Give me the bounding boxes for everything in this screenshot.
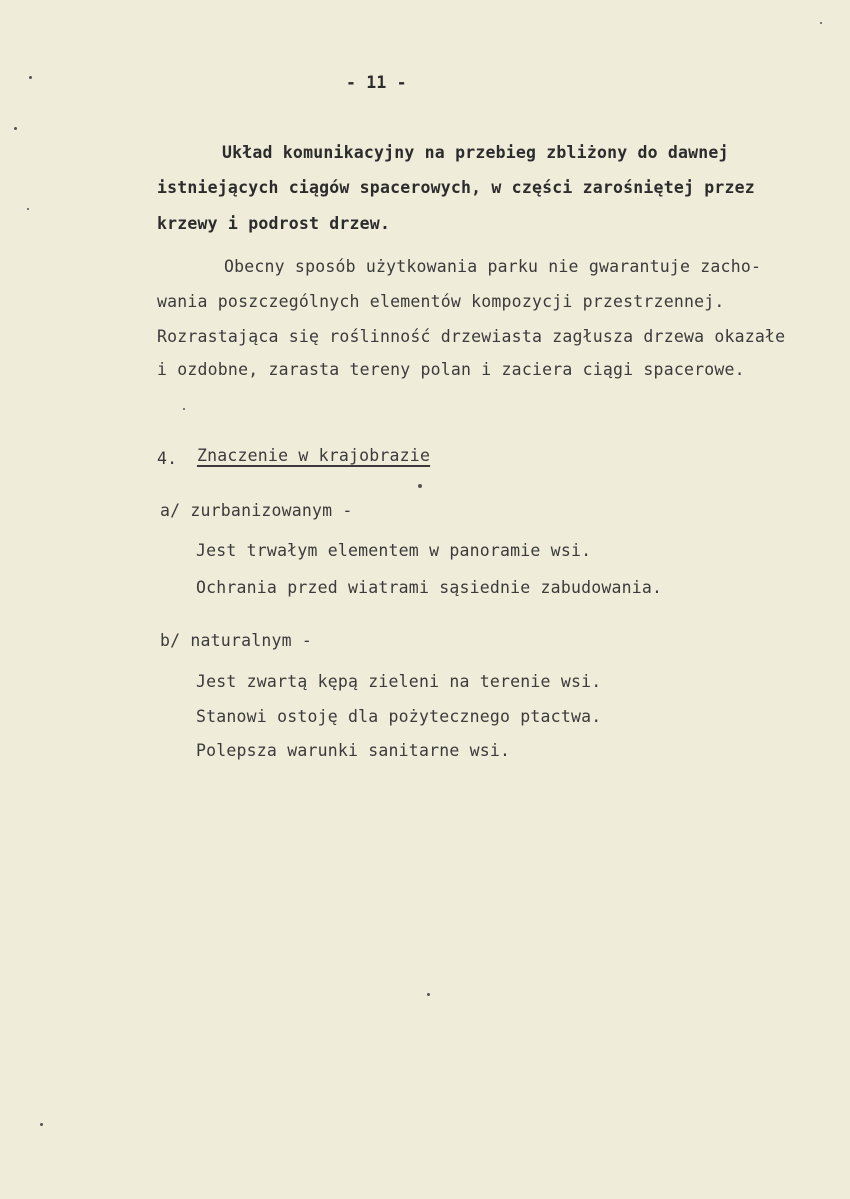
- paper-speck: [14, 127, 17, 130]
- paper-speck: [820, 22, 822, 24]
- paper-speck: [418, 484, 422, 488]
- list-item: Jest zwartą kępą zieleni na terenie wsi.: [196, 672, 602, 691]
- list-item: Jest trwałym elementem w panoramie wsi.: [196, 541, 592, 560]
- paragraph-line: istniejących ciągów spacerowych, w części zarośniętej przez: [157, 178, 755, 197]
- subsection-label-b: b/ naturalnym -: [160, 631, 313, 650]
- paragraph-line: i ozdobne, zarasta tereny polan i zaciera ciągi spacerowe.: [157, 360, 745, 379]
- section-heading: Znaczenie w krajobrazie: [197, 446, 431, 465]
- subsection-label-a: a/ zurbanizowanym -: [160, 501, 353, 520]
- list-item: Stanowi ostoję dla pożytecznego ptactwa.: [196, 707, 602, 726]
- paragraph-line: Obecny sposób użytkowania parku nie gwarantuje zacho-: [224, 257, 762, 276]
- paragraph-line: wania poszczególnych elementów kompozycji przestrzennej.: [157, 292, 725, 311]
- list-item: Polepsza warunki sanitarne wsi.: [196, 741, 511, 760]
- list-item: Ochrania przed wiatrami sąsiednie zabudowania.: [196, 578, 663, 597]
- paragraph-line: krzewy i podrost drzew.: [157, 214, 391, 233]
- paper-speck: [29, 76, 32, 79]
- paper-speck: [427, 993, 430, 996]
- paragraph-line: Rozrastająca się roślinność drzewiasta zagłusza drzewa okazałe: [157, 327, 786, 346]
- paper-speck: [27, 208, 29, 210]
- paper-speck: [40, 1123, 43, 1126]
- page-number: - 11 -: [346, 73, 407, 92]
- section-number: 4.: [157, 449, 178, 468]
- paragraph-line: Układ komunikacyjny na przebieg zbliżony do dawnej: [222, 143, 729, 162]
- paper-speck: [183, 408, 185, 410]
